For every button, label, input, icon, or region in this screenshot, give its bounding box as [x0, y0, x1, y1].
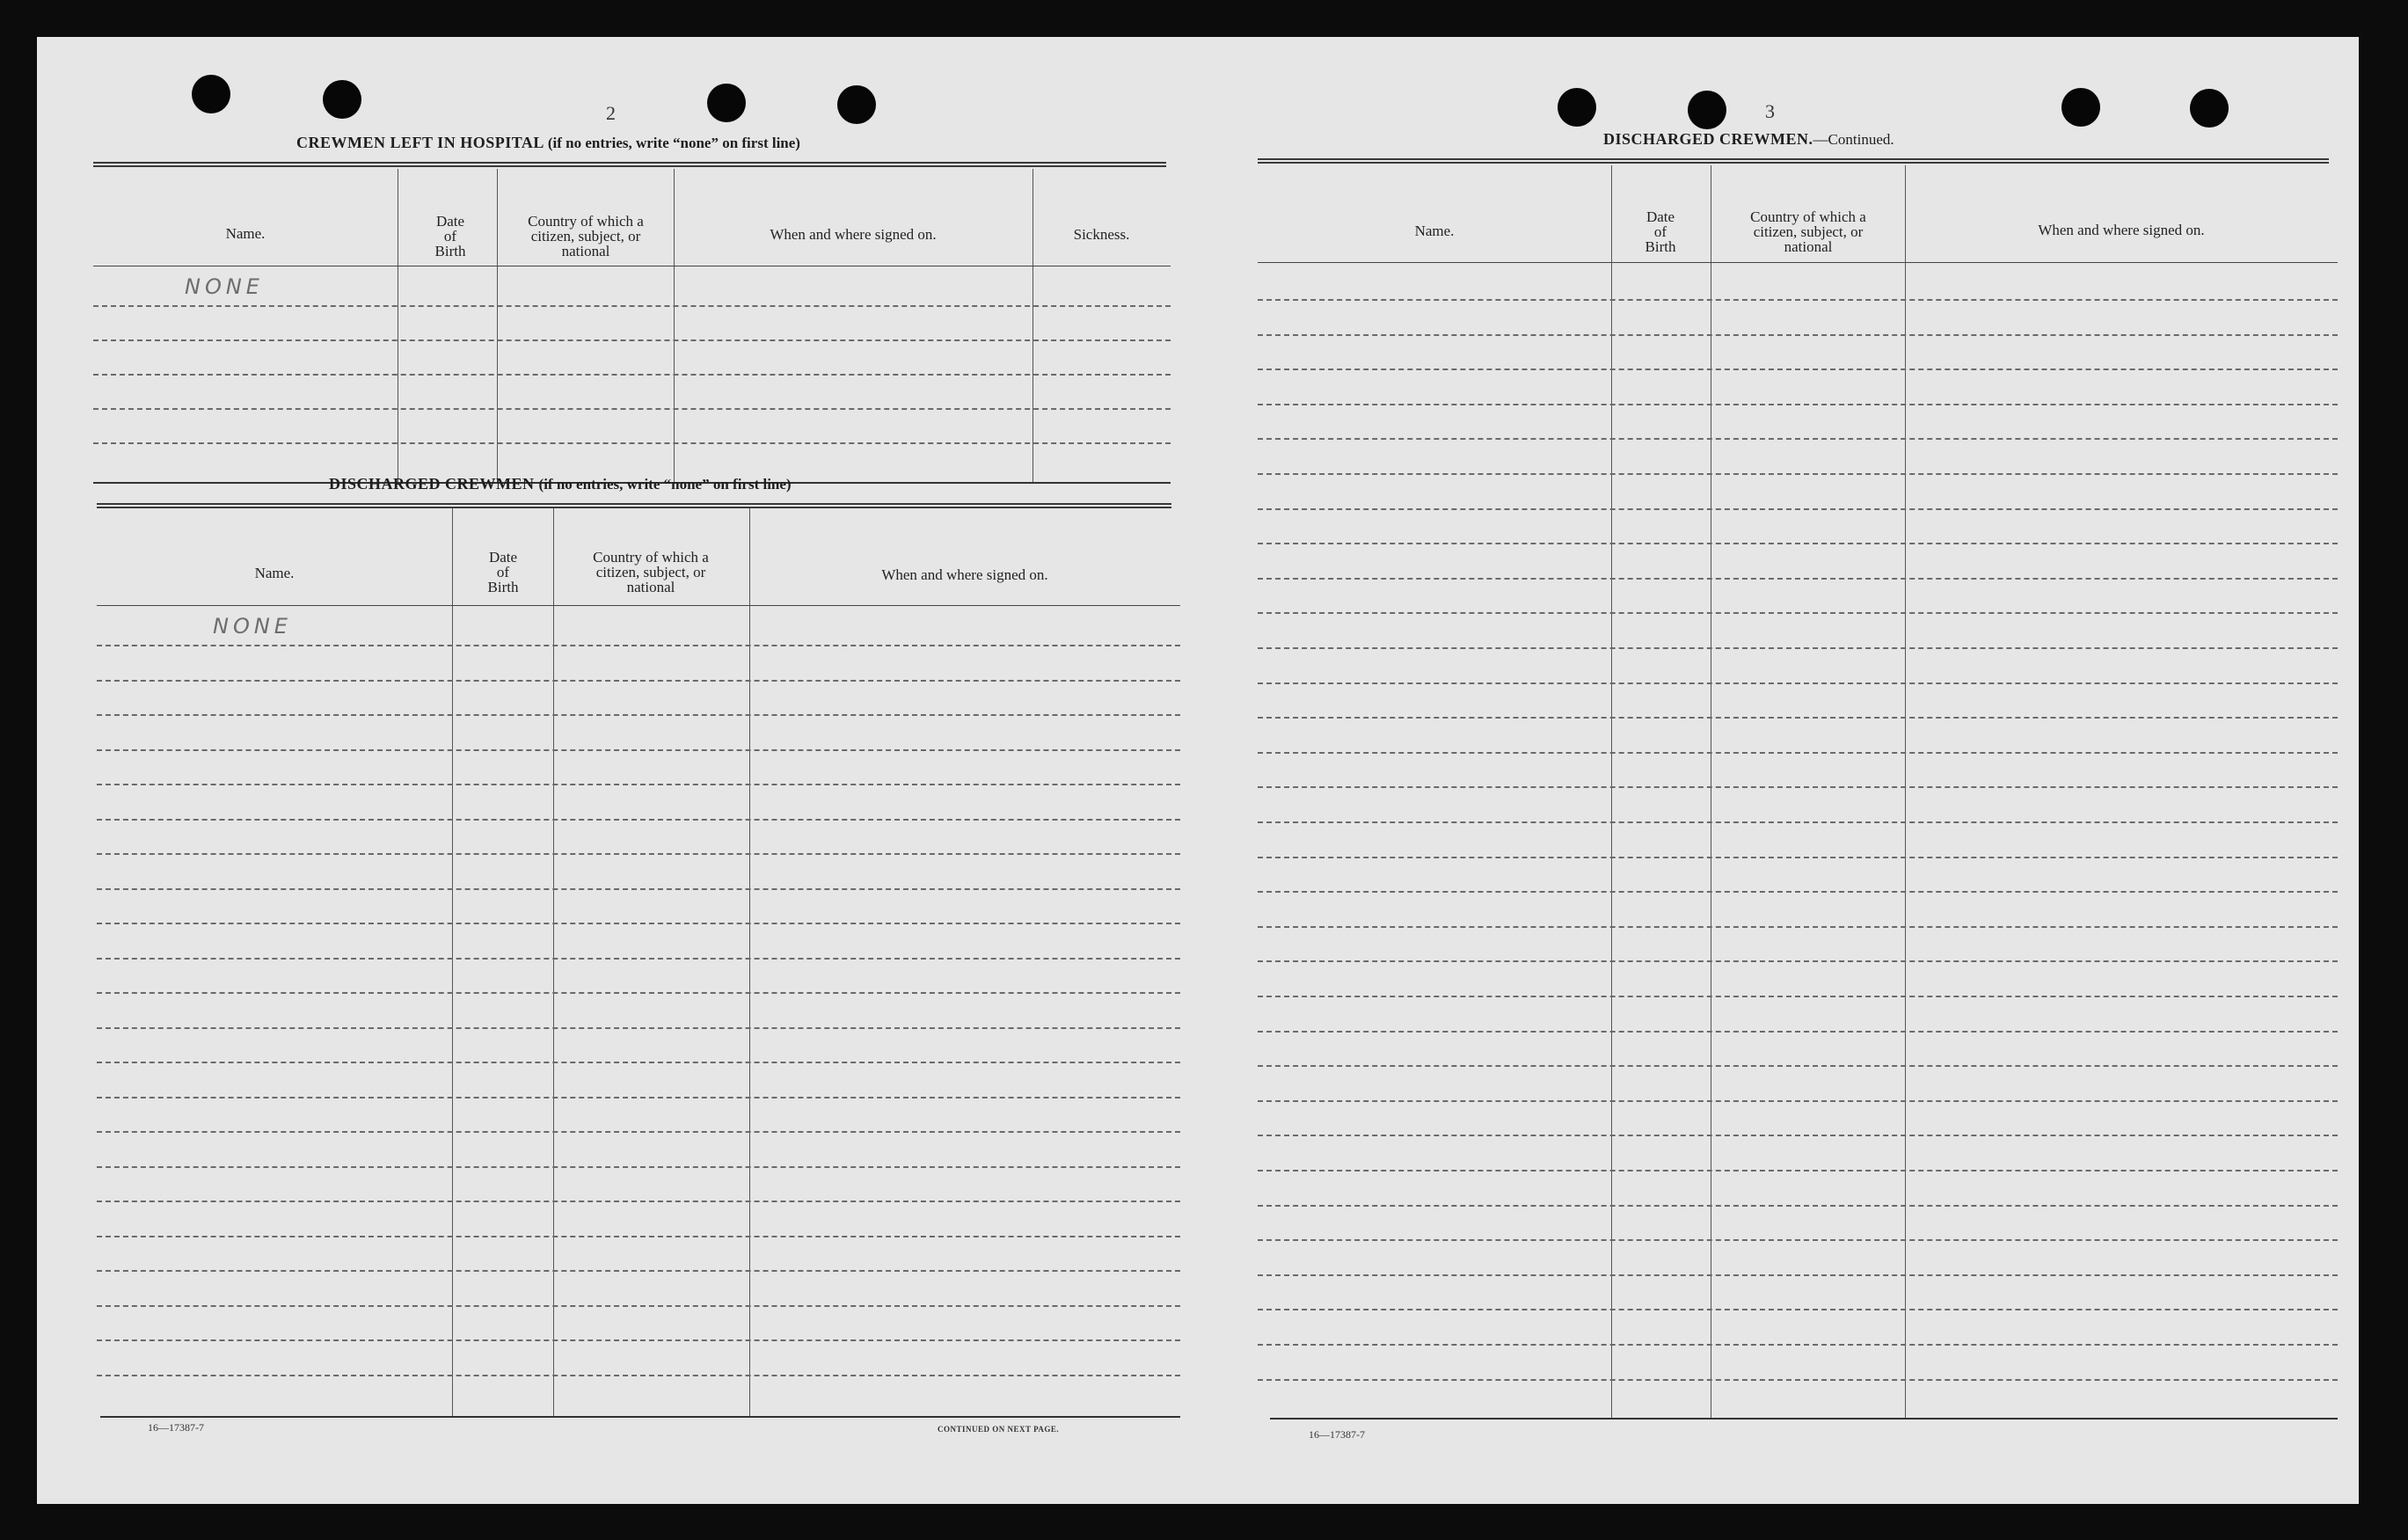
entry-line — [97, 1166, 1180, 1168]
punch-hole — [2061, 88, 2100, 127]
header-sickness: Sickness. — [1073, 226, 1130, 243]
punch-hole — [192, 75, 230, 113]
entry-line — [1258, 786, 2338, 788]
header-name: Name. — [225, 225, 266, 242]
punch-hole — [1688, 91, 1726, 129]
header-signed-on: When and where signed on. — [881, 566, 1048, 583]
discharged-title-note: (if no entries, write “none” on first line) — [538, 476, 792, 493]
entry-line — [1258, 1031, 2338, 1033]
entry-line — [1258, 299, 2338, 301]
header-signed-on: When and where signed on. — [2038, 222, 2205, 238]
entry-line — [1258, 1205, 2338, 1207]
hospital-handwritten-entry: NONE — [185, 274, 264, 299]
table-bottom-rule — [1270, 1418, 2338, 1420]
entry-line — [97, 784, 1180, 785]
entry-line — [1258, 1274, 2338, 1276]
header-underline — [97, 605, 1180, 606]
entry-line — [97, 888, 1180, 890]
entry-line — [1258, 404, 2338, 405]
discharged-table — [97, 508, 1180, 1418]
continued-note: CONTINUED ON NEXT PAGE. — [938, 1425, 1060, 1434]
discharged-section-title — [329, 475, 792, 493]
column-divider — [1611, 165, 1612, 1420]
entry-line — [93, 339, 1171, 341]
left-form-number: 16—17387-7 — [148, 1421, 204, 1434]
right-title-suffix: —Continued. — [1813, 131, 1894, 148]
entry-line — [1258, 1135, 2338, 1136]
hospital-table — [93, 169, 1171, 484]
header-country: Country of which a citizen, subject, or national — [593, 549, 709, 595]
entry-line — [1258, 1309, 2338, 1310]
punch-hole — [707, 84, 746, 122]
header-underline — [1258, 262, 2338, 263]
header-date-of-birth: Date of Birth — [1645, 208, 1676, 255]
entry-line — [97, 645, 1180, 646]
entry-line — [97, 1270, 1180, 1272]
right-top-rule — [1258, 158, 2329, 164]
entry-line — [1258, 369, 2338, 370]
entry-line — [1258, 1100, 2338, 1102]
entry-line — [1258, 752, 2338, 754]
header-name: Name. — [254, 565, 295, 581]
hospital-section-title — [296, 134, 800, 152]
entry-line — [97, 1097, 1180, 1098]
entry-line — [97, 1375, 1180, 1376]
header-country: Country of which a citizen, subject, or national — [528, 213, 644, 259]
entry-line — [97, 714, 1180, 716]
table-bottom-rule — [100, 1416, 1180, 1418]
hospital-title-note: (if no entries, write “none” on first line) — [547, 135, 800, 151]
entry-line — [97, 819, 1180, 821]
entry-line — [1258, 821, 2338, 823]
column-divider — [497, 169, 498, 484]
entry-line — [1258, 926, 2338, 928]
discharged-continued-table — [1258, 165, 2338, 1420]
entry-line — [97, 1201, 1180, 1202]
entry-line — [97, 1305, 1180, 1307]
entry-line — [1258, 857, 2338, 858]
entry-line — [1258, 960, 2338, 962]
right-page-number: 3 — [1765, 100, 1775, 122]
entry-line — [1258, 891, 2338, 893]
entry-line — [1258, 612, 2338, 614]
right-title-text: DISCHARGED CREWMEN. — [1603, 130, 1813, 148]
entry-line — [97, 1027, 1180, 1029]
entry-line — [1258, 1170, 2338, 1171]
entry-line — [97, 992, 1180, 994]
punch-hole — [1558, 88, 1596, 127]
entry-line — [97, 1339, 1180, 1341]
hospital-top-rule — [93, 162, 1166, 167]
header-date-of-birth: Date of Birth — [434, 213, 466, 259]
punch-hole — [323, 80, 361, 119]
entry-line — [97, 1236, 1180, 1237]
header-signed-on: When and where signed on. — [770, 226, 937, 243]
entry-line — [1258, 1344, 2338, 1346]
entry-line — [1258, 1379, 2338, 1381]
entry-line — [1258, 508, 2338, 510]
header-name: Name. — [1414, 223, 1455, 239]
entry-line — [93, 408, 1171, 410]
entry-line — [1258, 1239, 2338, 1241]
entry-line — [1258, 578, 2338, 580]
entry-line — [97, 853, 1180, 855]
entry-line — [1258, 682, 2338, 684]
entry-line — [97, 1062, 1180, 1063]
entry-line — [1258, 996, 2338, 997]
column-divider — [674, 169, 675, 484]
entry-line — [1258, 334, 2338, 336]
hospital-title-text: CREWMEN LEFT IN HOSPITAL — [296, 134, 544, 151]
right-section-title — [1603, 130, 1894, 149]
entry-line — [97, 923, 1180, 924]
discharged-handwritten-entry: NONE — [213, 614, 292, 639]
punch-hole — [2190, 89, 2229, 128]
header-date-of-birth: Date of Birth — [487, 549, 519, 595]
column-divider — [1905, 165, 1906, 1420]
entry-line — [97, 749, 1180, 751]
entry-line — [1258, 438, 2338, 440]
entry-line — [93, 442, 1171, 444]
entry-line — [97, 1131, 1180, 1133]
entry-line — [1258, 1065, 2338, 1067]
form-sheet — [37, 37, 2359, 1504]
left-page-number: 2 — [606, 102, 616, 124]
entry-line — [1258, 717, 2338, 719]
right-form-number: 16—17387-7 — [1309, 1428, 1365, 1441]
entry-line — [1258, 543, 2338, 544]
entry-line — [93, 374, 1171, 376]
discharged-title-text: DISCHARGED CREWMEN — [329, 475, 535, 493]
entry-line — [1258, 473, 2338, 475]
entry-line — [1258, 647, 2338, 649]
header-country: Country of which a citizen, subject, or national — [1750, 208, 1866, 255]
entry-line — [93, 305, 1171, 307]
entry-line — [97, 680, 1180, 682]
punch-hole — [837, 85, 876, 124]
entry-line — [97, 958, 1180, 960]
